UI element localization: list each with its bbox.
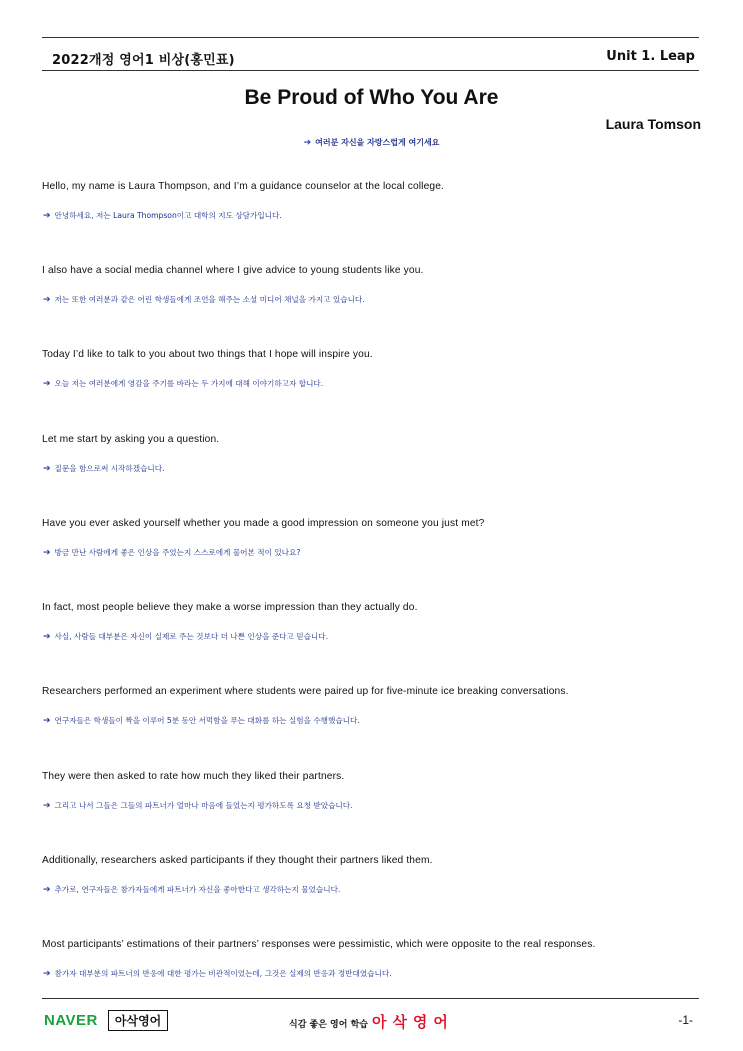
korean-translation-text: 오늘 저는 여러분에게 영감을 주기를 바라는 두 가지에 대해 이야기하고자 합니다.	[54, 379, 324, 388]
arrow-icon: ➔	[303, 138, 312, 148]
korean-translation	[43, 210, 699, 221]
korean-translation-text: 사실, 사람들 대부분은 자신이 실제로 주는 것보다 더 나쁜 인상을 준다고 믿습니다.	[54, 632, 328, 641]
sentence-pair	[42, 855, 699, 895]
title-translation	[0, 137, 743, 148]
korean-translation	[43, 463, 699, 474]
sentence-pair	[42, 349, 699, 389]
author-name: Laura Tomson	[605, 116, 701, 132]
korean-translation	[43, 800, 699, 811]
sentence-pair	[42, 434, 699, 474]
header-bottom-rule	[42, 70, 699, 71]
sentence-pair	[42, 265, 699, 305]
arrow-icon: ➔	[43, 464, 51, 474]
tagline-text: 식감 좋은 영어 학습	[289, 1020, 368, 1030]
blog-name-box: 아삭영어	[108, 1010, 168, 1031]
korean-translation-text: 추가로, 연구자들은 참가자들에게 파트너가 자신을 좋아한다고 생각하는지 물었습니다.	[54, 885, 341, 894]
english-sentence: Most participants’ estimations of their partners’ responses were pessimistic, which were opposite to the real responses.	[42, 939, 596, 950]
sentence-pair	[42, 181, 699, 221]
korean-translation-text: 저는 또한 여러분과 같은 어린 학생들에게 조언을 해주는 소셜 미디어 채널을 가지고 있습니다.	[54, 295, 365, 304]
english-sentence: Today I’d like to talk to you about two things that I hope will inspire you.	[42, 349, 373, 360]
korean-translation	[43, 547, 699, 558]
english-sentence: Hello, my name is Laura Thompson, and I’m a guidance counselor at the local college.	[42, 181, 445, 192]
korean-translation	[43, 715, 699, 726]
korean-translation	[43, 968, 699, 979]
korean-translation	[43, 378, 699, 389]
arrow-icon: ➔	[43, 801, 51, 811]
sentence-pair	[42, 686, 699, 726]
sentence-pair	[42, 518, 699, 558]
korean-translation-text: 참가자 대부분의 파트너의 반응에 대한 평가는 비관적이었는데, 그것은 실제의 반응과 정반대였습니다.	[54, 969, 392, 978]
arrow-icon: ➔	[43, 885, 51, 895]
korean-translation-text: 연구자들은 학생들이 짝을 이루어 5분 동안 서먹함을 푸는 대화를 하는 실험을 수행했습니다.	[54, 716, 360, 725]
arrow-icon: ➔	[43, 211, 51, 221]
footer-tagline	[289, 1011, 454, 1032]
naver-logo: NAVER	[44, 1012, 98, 1029]
english-sentence: I also have a social media channel where I give advice to young students like you.	[42, 265, 424, 276]
arrow-icon: ➔	[43, 295, 51, 305]
korean-translation-text: 방금 만난 사람에게 좋은 인상을 주었는지 스스로에게 물어본 적이 있나요?	[54, 548, 301, 557]
arrow-icon: ➔	[43, 716, 51, 726]
korean-translation	[43, 631, 699, 642]
footer-rule	[42, 998, 699, 999]
arrow-icon: ➔	[43, 379, 51, 389]
page-number: -1-	[678, 1013, 693, 1027]
english-sentence: Additionally, researchers asked participants if they thought their partners liked them.	[42, 855, 433, 866]
sentence-pair	[42, 939, 699, 979]
english-sentence: In fact, most people believe they make a worse impression than they actually do.	[42, 602, 418, 613]
korean-translation-text: 질문을 함으로써 시작하겠습니다.	[54, 464, 165, 473]
arrow-icon: ➔	[43, 548, 51, 558]
textbook-label: 2022개정 영어1 비상(홍민표)	[52, 53, 235, 68]
header-top-rule	[42, 37, 699, 38]
korean-translation-text: 안녕하세요, 저는 Laura Thompson이고 대학의 지도 상담가입니다.	[54, 211, 282, 220]
english-sentence: They were then asked to rate how much they liked their partners.	[42, 771, 345, 782]
english-sentence: Researchers performed an experiment where students were paired up for five-minute ice breaking conversations.	[42, 686, 569, 697]
title-translation-text: 여러분 자신을 자랑스럽게 여기세요	[315, 138, 440, 147]
footer-logo-group[interactable]	[44, 1010, 168, 1031]
sentence-pair	[42, 602, 699, 642]
brand-name: 아삭영어	[371, 1013, 454, 1031]
page-title: Be Proud of Who You Are	[244, 86, 499, 109]
english-sentence: Let me start by asking you a question.	[42, 434, 220, 445]
korean-translation	[43, 294, 699, 305]
korean-translation-text: 그리고 나서 그들은 그들의 파트너가 얼마나 마음에 들었는지 평가하도록 요청 받았습니다.	[54, 801, 353, 810]
arrow-icon: ➔	[43, 632, 51, 642]
unit-label: Unit 1. Leap	[606, 49, 695, 64]
korean-translation	[43, 884, 699, 895]
sentence-pair	[42, 771, 699, 811]
english-sentence: Have you ever asked yourself whether you made a good impression on someone you just met?	[42, 518, 485, 529]
arrow-icon: ➔	[43, 969, 51, 979]
